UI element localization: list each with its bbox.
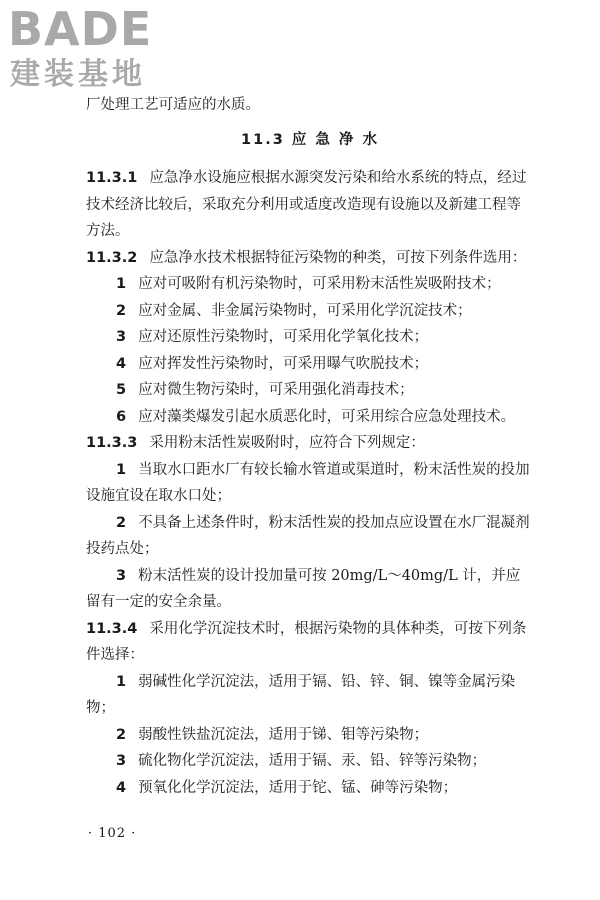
item-number: 4 xyxy=(116,355,127,372)
item-text: 应对金属、非金属污染物时，可采用化学沉淀技术； xyxy=(138,302,472,319)
list-item xyxy=(86,298,534,325)
item-number: 3 xyxy=(116,567,127,584)
item-number: 2 xyxy=(116,726,127,743)
item-number: 1 xyxy=(116,673,127,690)
list-item xyxy=(86,510,534,563)
page-body xyxy=(86,92,534,801)
list-item xyxy=(86,748,534,775)
item-number: 5 xyxy=(116,382,127,398)
continuation-text: 厂处理工艺可适应的水质。 xyxy=(86,97,260,113)
clause-number: 11.3.4 xyxy=(86,620,138,637)
logo-wordmark: BADE xyxy=(8,2,153,56)
item-text: 不具备上述条件时，粉末活性炭的投加点应设置在水厂混凝剂投药点处； xyxy=(86,514,530,557)
item-text: 粉末活性炭的设计投加量可按 20mg/L～40mg/L 计，并应留有一定的安全余量。 xyxy=(86,567,521,610)
page-number: · 102 · xyxy=(88,826,137,841)
item-number: 1 xyxy=(116,461,127,478)
clause-number: 11.3.2 xyxy=(86,249,138,266)
list-item xyxy=(86,669,534,722)
clause-11-3-1 xyxy=(86,165,534,245)
clause-number: 11.3.1 xyxy=(86,170,138,186)
list-item xyxy=(86,457,534,510)
item-text: 当取水口距水厂有较长输水管道或渠道时，粉末活性炭的投加设施宜设在取水口处； xyxy=(86,461,530,504)
item-text: 应对挥发性污染物时，可采用曝气吹脱技术； xyxy=(138,355,429,372)
item-text: 硫化物化学沉淀法，适用于镉、汞、铅、锌等污染物； xyxy=(138,753,487,769)
list-item xyxy=(86,271,534,298)
item-text: 预氧化化学沉淀法，适用于铊、锰、砷等污染物； xyxy=(138,779,458,796)
item-text: 弱碱性化学沉淀法，适用于镉、铅、锌、铜、镍等金属污染物； xyxy=(86,673,516,716)
item-number: 2 xyxy=(116,514,127,531)
item-number: 2 xyxy=(116,302,127,319)
item-number: 1 xyxy=(116,276,127,292)
clause-text: 采用化学沉淀技术时，根据污染物的具体种类，可按下列条件选择： xyxy=(86,620,527,663)
list-item xyxy=(86,324,534,351)
item-number: 6 xyxy=(116,408,127,425)
section-title: 11.3 应 急 净 水 xyxy=(241,131,379,148)
item-text: 应对可吸附有机污染物时，可采用粉末活性炭吸附技术； xyxy=(138,276,501,292)
clause-text: 应急净水设施应根据水源突发污染和给水系统的特点，经过技术经济比较后，采取充分利用或适度改造现有设施以及新建工程等方法。 xyxy=(86,170,527,239)
clause-11-3-4 xyxy=(86,616,534,669)
item-text: 应对还原性污染物时，可采用化学氧化技术； xyxy=(138,329,429,345)
clause-11-3-2 xyxy=(86,245,534,272)
item-number: 3 xyxy=(116,329,127,345)
clause-number: 11.3.3 xyxy=(86,435,138,451)
clause-11-3-3 xyxy=(86,430,534,457)
item-text: 应对藻类爆发引起水质恶化时，可采用综合应急处理技术。 xyxy=(138,408,516,425)
list-item xyxy=(86,377,534,404)
list-item xyxy=(86,775,534,802)
clause-text: 应急净水技术根据特征污染物的种类，可按下列条件选用： xyxy=(149,249,527,266)
list-item xyxy=(86,351,534,378)
logo-subtitle: 建装基地 xyxy=(10,57,146,92)
item-text: 应对微生物污染时，可采用强化消毒技术； xyxy=(138,382,414,398)
item-number: 3 xyxy=(116,753,127,769)
item-text: 弱酸性铁盐沉淀法，适用于锑、钼等污染物； xyxy=(138,726,429,743)
list-item xyxy=(86,404,534,431)
list-item xyxy=(86,722,534,749)
clause-text: 采用粉末活性炭吸附时，应符合下列规定： xyxy=(149,435,425,451)
item-number: 4 xyxy=(116,779,127,796)
list-item xyxy=(86,563,534,616)
watermark-logo xyxy=(8,4,178,94)
